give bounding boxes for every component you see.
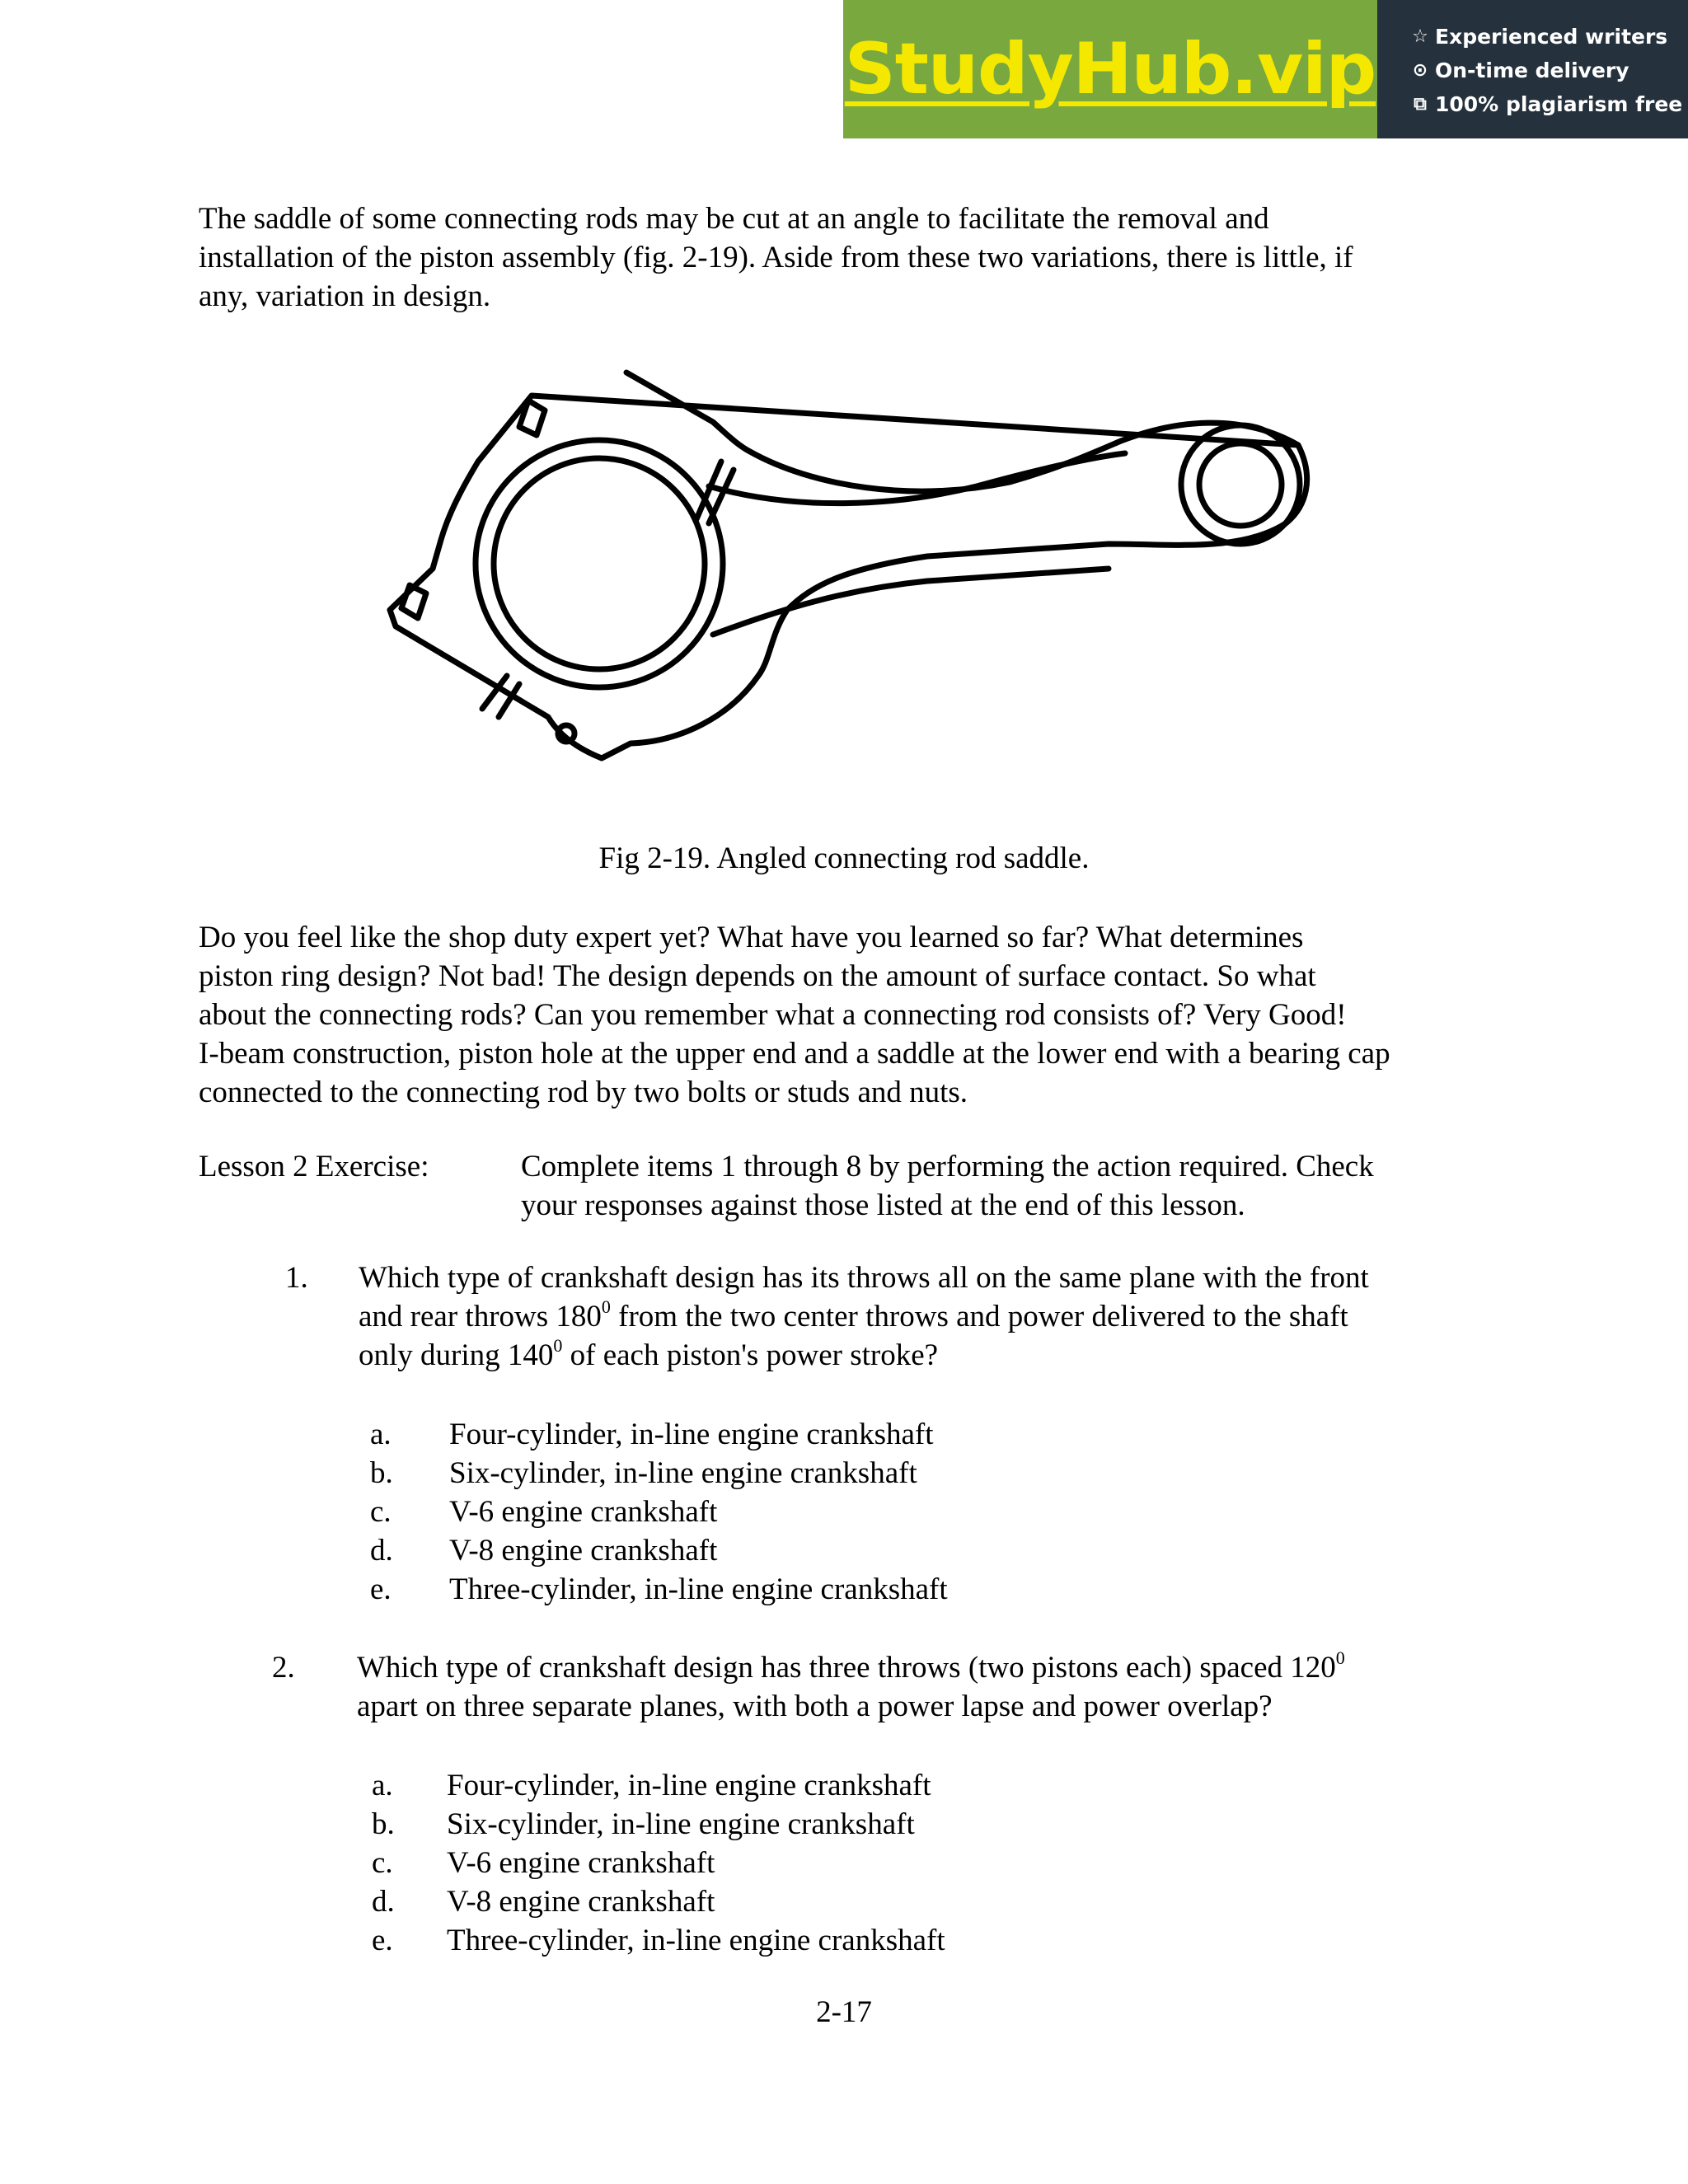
text-line: apart on three separate planes, with both a power lapse and power overlap? (357, 1690, 1273, 1723)
page-number: 2-17 (816, 1995, 872, 2029)
brand-panel (843, 0, 1377, 138)
option-letter: a. (372, 1769, 393, 1802)
question-number: 1. (285, 1261, 308, 1295)
text-line: Complete items 1 through 8 by performing the action required. Check (521, 1150, 1374, 1183)
text-line: about the connecting rods? Can you remember what a connecting rod consists of? Very Good! (199, 998, 1347, 1032)
option-text[interactable]: Six-cylinder, in-line engine crankshaft (449, 1456, 917, 1490)
exercise-label: Lesson 2 Exercise: (199, 1150, 429, 1183)
clock-icon: ⊙ (1412, 60, 1428, 81)
review-paragraph (199, 918, 1517, 1112)
feature-label: 100% plagiarism free (1435, 92, 1683, 116)
option-letter: d. (372, 1885, 395, 1919)
question-number: 2. (272, 1651, 295, 1685)
copy-icon: ⧉ (1414, 94, 1427, 115)
text-line: Which type of crankshaft design has three throws (two pistons each) spaced $120^0$ (357, 1647, 1345, 1685)
text-line: only during $140^0$ of each piston's power stroke? (359, 1335, 939, 1372)
option-text[interactable]: Four-cylinder, in-line engine crankshaft (447, 1769, 931, 1802)
option-letter: d. (370, 1534, 393, 1568)
option-text[interactable]: Three-cylinder, in-line engine crankshaft (447, 1924, 945, 1957)
option-text[interactable]: V-6 engine crankshaft (449, 1495, 718, 1529)
option-letter: e. (372, 1924, 393, 1957)
star-outline-icon: ☆ (1412, 26, 1428, 47)
option-letter: a. (370, 1418, 392, 1451)
feature-item (1410, 54, 1688, 87)
text-line: any, variation in design. (199, 279, 491, 313)
option-letter: b. (370, 1456, 393, 1490)
text-line: I-beam construction, piston hole at the upper end and a saddle at the lower end with a bearing cap (199, 1037, 1390, 1071)
feature-label: On-time delivery (1435, 59, 1629, 82)
text-line: connected to the connecting rod by two bolts or studs and nuts. (199, 1076, 968, 1109)
option-letter: b. (372, 1807, 395, 1841)
feature-label: Experienced writers (1435, 25, 1668, 49)
option-text[interactable]: V-8 engine crankshaft (449, 1534, 718, 1568)
option-text[interactable]: V-6 engine crankshaft (447, 1846, 715, 1880)
text-line: Do you feel like the shop duty expert yet? What have you learned so far? What determines (199, 921, 1304, 954)
option-letter: e. (370, 1572, 392, 1606)
text-line: piston ring design? Not bad! The design depends on the amount of surface contact. So what (199, 959, 1316, 993)
question-text (359, 1258, 1463, 1375)
connecting-rod-illustration (383, 363, 1323, 791)
option-text[interactable]: Four-cylinder, in-line engine crankshaft (449, 1418, 934, 1451)
option-text[interactable]: Three-cylinder, in-line engine crankshaft (449, 1572, 948, 1606)
text-line: Which type of crankshaft design has its throws all on the same plane with the front (359, 1261, 1369, 1295)
brand-logo[interactable]: StudyHub.vip (844, 28, 1376, 110)
text-line: and rear throws $180^0$ from the two center throws and power delivered to the shaft (359, 1296, 1348, 1333)
studyhub-banner[interactable] (843, 0, 1688, 138)
feature-item (1410, 87, 1688, 121)
option-text[interactable]: V-8 engine crankshaft (447, 1885, 715, 1919)
intro-paragraph (199, 199, 1517, 316)
features-panel (1377, 0, 1688, 138)
figure-caption: Fig 2-19. Angled connecting rod saddle. (598, 841, 1090, 875)
question-text (357, 1648, 1461, 1726)
exercise-instructions (521, 1147, 1592, 1225)
option-text[interactable]: Six-cylinder, in-line engine crankshaft (447, 1807, 915, 1841)
text-line: your responses against those listed at the end of this lesson. (521, 1188, 1245, 1222)
option-letter: c. (370, 1495, 392, 1529)
text-line: installation of the piston assembly (fig. 2-19). Aside from these two variations, there is little, if (199, 241, 1353, 274)
option-letter: c. (372, 1846, 393, 1880)
feature-item (1410, 20, 1688, 54)
text-line: The saddle of some connecting rods may be cut at an angle to facilitate the removal and (199, 202, 1269, 236)
